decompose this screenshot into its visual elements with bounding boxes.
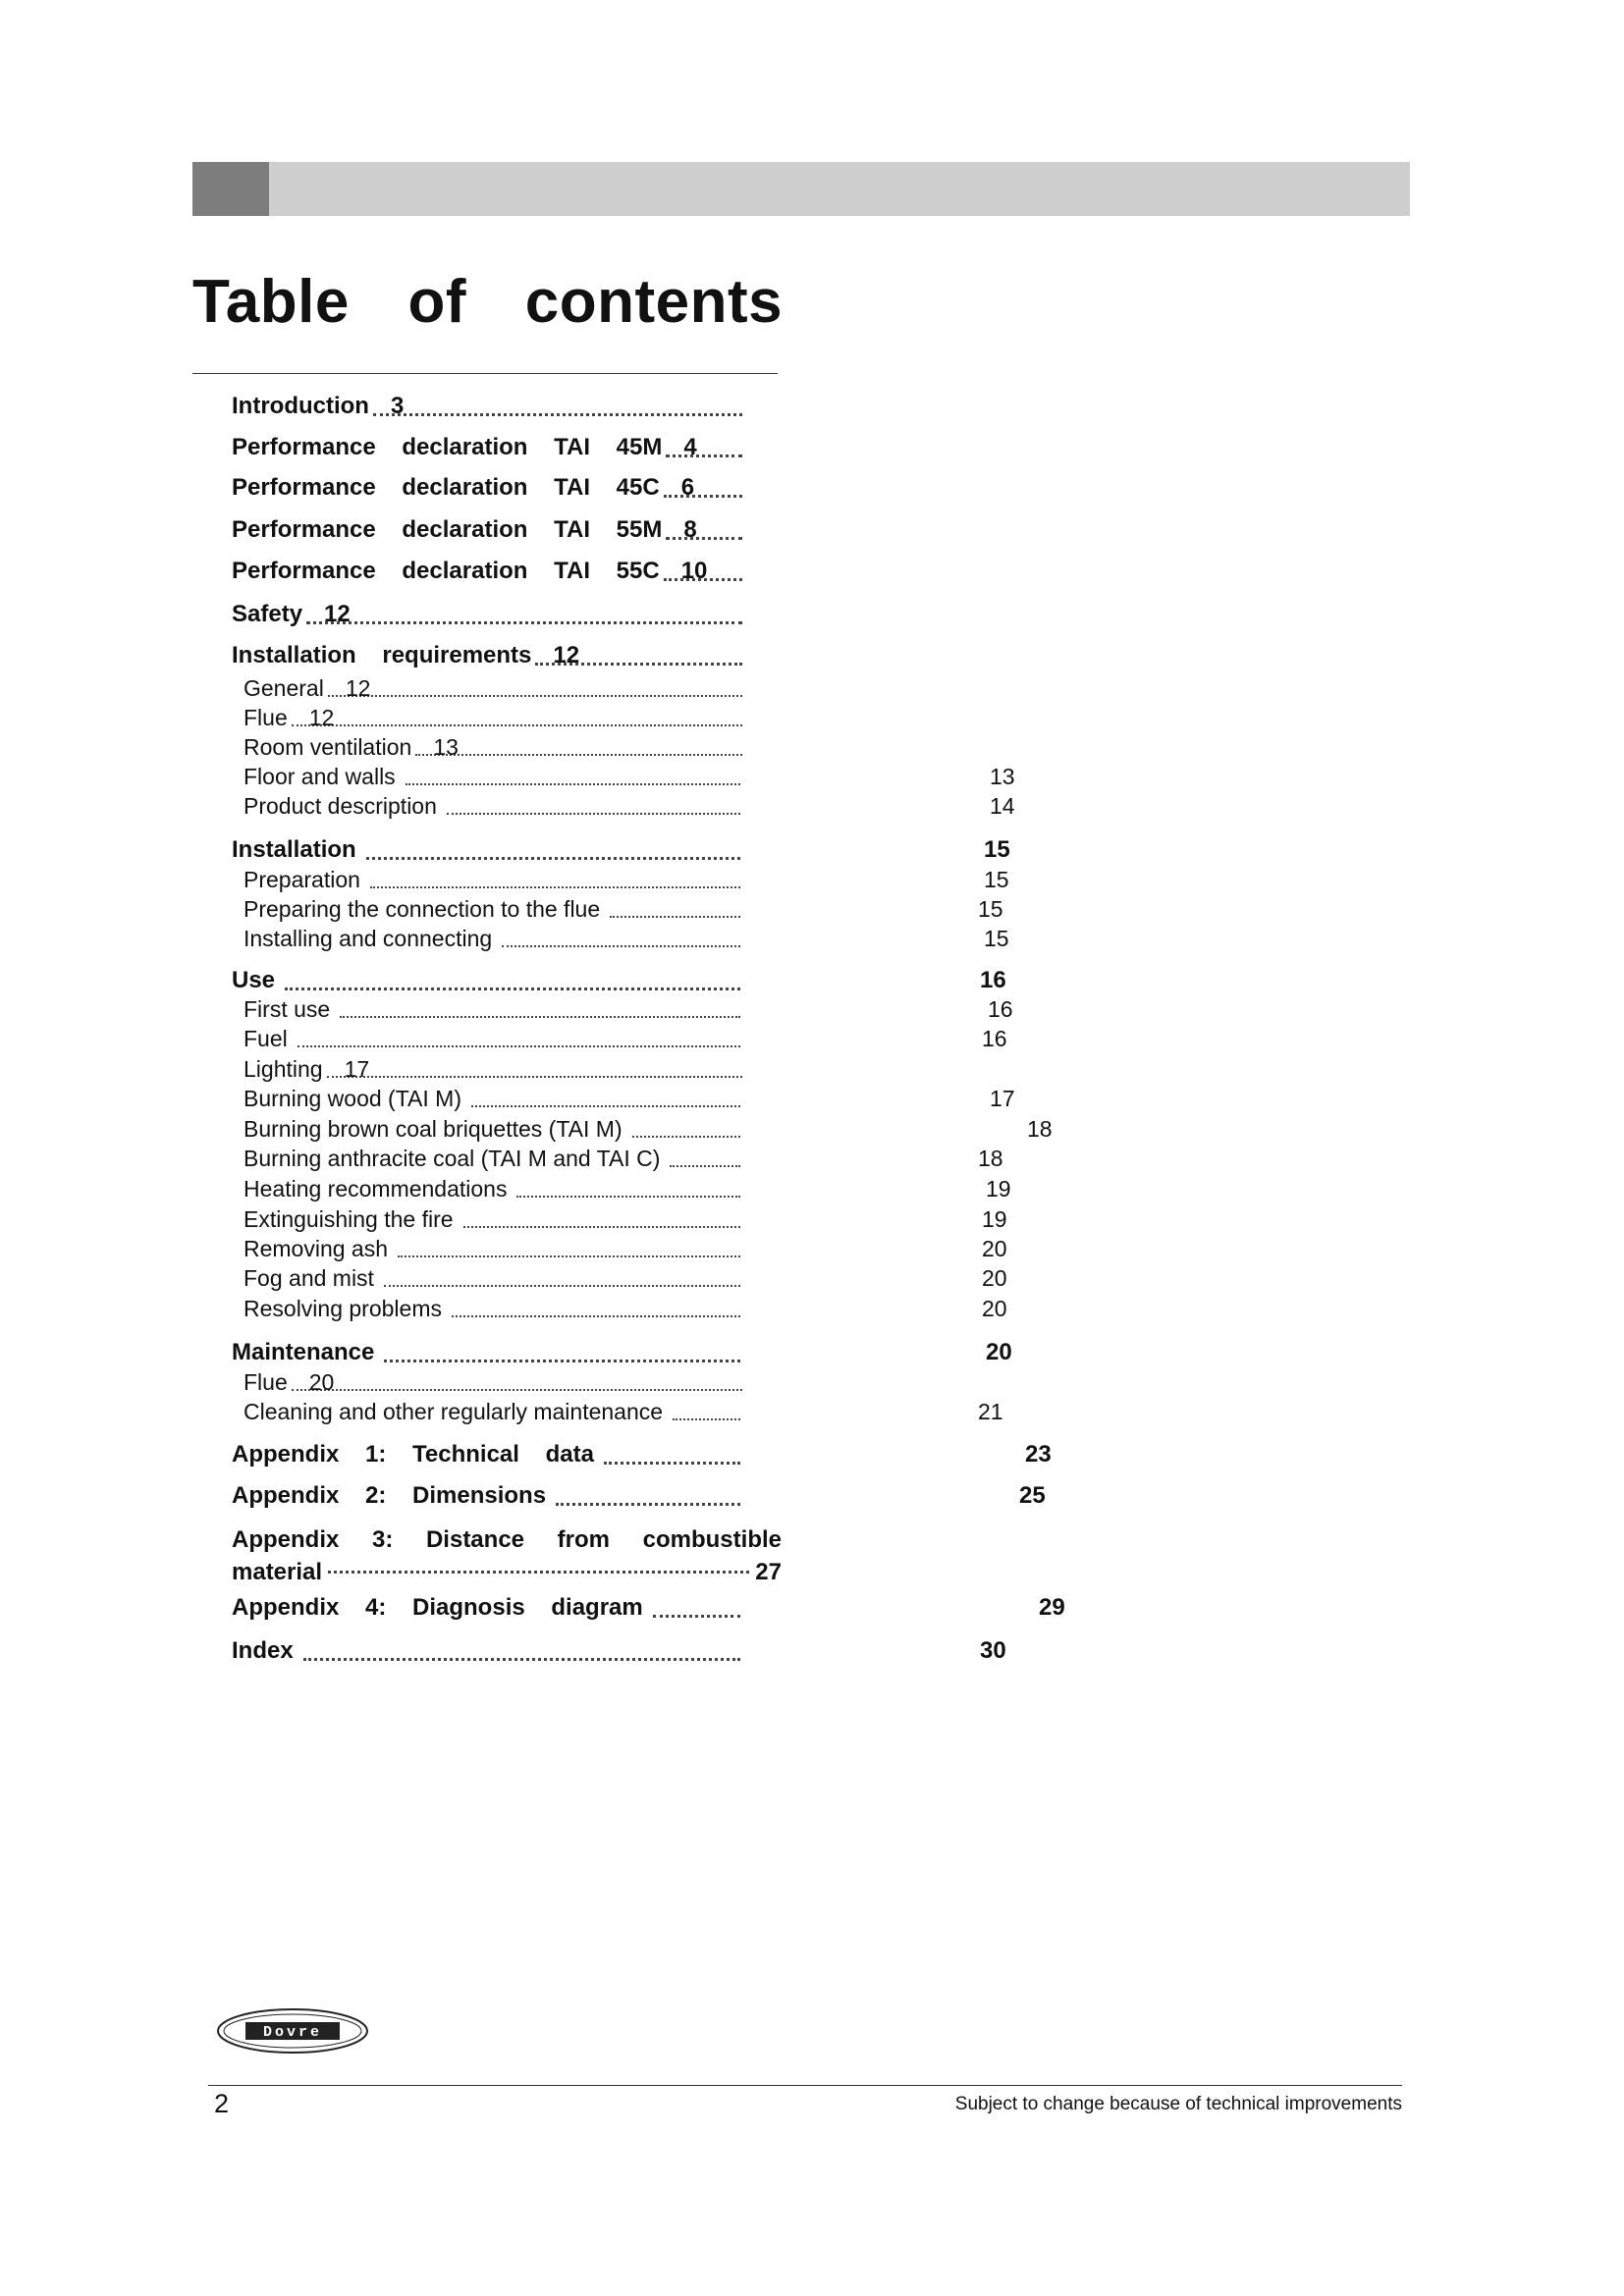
toc-entry-title: Introduction — [232, 393, 369, 419]
toc-leader-dots — [471, 1105, 740, 1107]
toc-entry-title: Performance declaration TAI 45M — [232, 434, 663, 460]
toc-entry[interactable] — [244, 1146, 1003, 1177]
toc-entry-page: 20 — [982, 1236, 1007, 1261]
toc-leader-dots — [666, 454, 742, 457]
toc-leader-dots — [384, 1285, 740, 1287]
toc-entry-page: 19 — [982, 1206, 1007, 1232]
toc-entry[interactable] — [244, 734, 833, 766]
toc-entry-title: Appendix 4: Diagnosis diagram — [232, 1594, 643, 1621]
toc-entry[interactable] — [232, 1594, 1065, 1626]
toc-leader-dots — [327, 1076, 742, 1078]
toc-entry[interactable] — [232, 1637, 1006, 1669]
toc-entry[interactable] — [244, 867, 1009, 898]
toc-entry-page: 27 — [755, 1559, 782, 1585]
toc-entry[interactable] — [232, 558, 821, 589]
toc-leader-dots — [604, 1462, 740, 1465]
toc-entry[interactable] — [232, 967, 1006, 998]
toc-leader-dots — [373, 413, 742, 416]
toc-entry-page: 18 — [978, 1146, 1003, 1171]
toc-entry-title: Burning anthracite coal (TAI M and TAI C) — [244, 1146, 661, 1171]
toc-leader-dots — [298, 1045, 740, 1047]
toc-entry-title: Extinguishing the fire — [244, 1206, 454, 1232]
dovre-logo — [216, 2006, 369, 2056]
toc-leader-dots — [328, 1571, 749, 1574]
toc-entry-page: 8 — [683, 516, 697, 543]
toc-entry-title: General — [244, 675, 324, 701]
toc-entry[interactable] — [232, 434, 821, 465]
toc-leader-dots — [502, 945, 740, 947]
footer-note: Subject to change because of technical improvements — [954, 2094, 1402, 2114]
toc-entry-page: 21 — [978, 1399, 1003, 1424]
toc-entry-page: 12 — [308, 705, 335, 730]
toc-entry-title: Room ventilation — [244, 734, 412, 760]
toc-entry-page: 16 — [980, 967, 1006, 993]
toc-entry[interactable] — [232, 516, 821, 548]
page-number: 2 — [214, 2089, 230, 2118]
toc-entry-word: combustible — [642, 1526, 782, 1553]
toc-leader-dots — [292, 724, 742, 726]
toc-entry-title: Burning wood (TAI M) — [244, 1086, 461, 1111]
toc-leader-dots — [370, 886, 740, 888]
toc-entry-title: Appendix 1: Technical data — [232, 1441, 594, 1468]
toc-entry[interactable] — [244, 705, 833, 736]
toc-leader-dots — [415, 754, 742, 756]
toc-entry[interactable] — [232, 836, 1010, 868]
toc-leader-dots — [285, 988, 740, 990]
toc-entry[interactable] — [244, 1296, 1007, 1327]
toc-entry-title: Appendix 2: Dimensions — [232, 1482, 547, 1509]
toc-entry-page: 3 — [390, 393, 405, 419]
toc-entry-title-line2: material — [232, 1559, 323, 1585]
toc-entry-word: from — [557, 1526, 610, 1553]
header-accent-block — [192, 162, 269, 216]
toc-entry[interactable] — [244, 1176, 1011, 1207]
toc-entry-title: Flue — [244, 705, 288, 730]
toc-entry[interactable] — [244, 1265, 1007, 1297]
toc-entry[interactable] — [244, 1399, 1003, 1430]
toc-entry-word: Appendix — [232, 1526, 340, 1553]
toc-leader-dots — [340, 1016, 740, 1018]
toc-entry-word: 3: — [371, 1526, 394, 1553]
toc-entry-page: 20 — [982, 1265, 1007, 1291]
toc-entry-title: Fog and mist — [244, 1265, 374, 1291]
toc-entry[interactable] — [244, 926, 1009, 957]
toc-entry[interactable] — [232, 1441, 1052, 1472]
toc-leader-dots — [447, 813, 740, 815]
toc-leader-dots — [632, 1136, 740, 1138]
toc-entry[interactable] — [244, 996, 1013, 1028]
toc-leader-dots — [664, 495, 742, 498]
toc-leader-dots — [673, 1418, 740, 1420]
toc-entry-page: 6 — [680, 474, 695, 501]
toc-entry-title: Index — [232, 1637, 294, 1664]
toc-leader-dots — [292, 1389, 742, 1391]
toc-entry[interactable] — [244, 1116, 1053, 1148]
toc-entry[interactable] — [232, 474, 821, 506]
page-title: Table of contents — [192, 268, 784, 336]
toc-entry-page: 25 — [1019, 1482, 1046, 1509]
toc-entry-page: 14 — [990, 793, 1015, 819]
toc-entry-page: 20 — [986, 1339, 1012, 1365]
footer-divider — [208, 2085, 1402, 2086]
toc-entry-page: 19 — [986, 1176, 1011, 1201]
toc-entry[interactable] — [244, 793, 1015, 825]
toc-entry-title: Maintenance — [232, 1339, 375, 1365]
toc-entry-page: 29 — [1039, 1594, 1065, 1621]
toc-entry[interactable] — [232, 601, 821, 632]
toc-entry-page: 20 — [308, 1369, 335, 1395]
toc-entry-page: 17 — [990, 1086, 1015, 1111]
toc-leader-dots — [366, 857, 740, 860]
toc-entry-page: 13 — [433, 734, 459, 760]
toc-entry-page: 16 — [988, 996, 1013, 1022]
toc-entry[interactable] — [244, 1026, 1007, 1057]
toc-entry-page: 12 — [553, 642, 580, 668]
toc-leader-dots — [328, 695, 742, 697]
toc-entry-page: 15 — [984, 867, 1009, 892]
toc-leader-dots — [516, 1196, 740, 1198]
toc-entry[interactable] — [232, 393, 821, 424]
toc-entry-title: Installation requirements — [232, 642, 532, 668]
toc-entry-title: Preparation — [244, 867, 360, 892]
toc-entry-page: 10 — [680, 558, 708, 584]
toc-entry-title: Fuel — [244, 1026, 288, 1051]
toc-leader-dots — [406, 783, 740, 785]
toc-entry-title: Installation — [232, 836, 356, 863]
toc-entry-page: 12 — [345, 675, 371, 701]
toc-leader-dots — [452, 1315, 740, 1317]
toc-entry[interactable] — [232, 1339, 1012, 1370]
title-divider — [192, 373, 778, 374]
toc-entry-page: 30 — [980, 1637, 1006, 1664]
logo-text: Dovre — [262, 2024, 323, 2041]
toc-entry-page: 20 — [982, 1296, 1007, 1321]
toc-entry-page: 15 — [984, 836, 1010, 863]
toc-leader-dots — [306, 621, 742, 624]
toc-entry-title: Performance declaration TAI 55C — [232, 558, 660, 584]
toc-entry[interactable] — [244, 1056, 833, 1088]
toc-entry-page: 23 — [1025, 1441, 1052, 1468]
toc-leader-dots — [666, 537, 742, 540]
toc-entry[interactable] — [244, 1236, 1007, 1267]
toc-leader-dots — [670, 1165, 740, 1167]
toc-entry-title: Removing ash — [244, 1236, 389, 1261]
toc-leader-dots — [610, 916, 740, 918]
toc-entry-title: Performance declaration TAI 45C — [232, 474, 660, 501]
toc-entry-title: Heating recommendations — [244, 1176, 508, 1201]
toc-entry-title: Cleaning and other regularly maintenance — [244, 1399, 664, 1424]
toc-leader-dots — [556, 1503, 740, 1506]
toc-entry[interactable] — [232, 1523, 782, 1588]
toc-entry-title: Safety — [232, 601, 303, 627]
toc-entry-title: Lighting — [244, 1056, 323, 1082]
toc-entry-page: 15 — [978, 896, 1003, 922]
toc-leader-dots — [384, 1360, 740, 1362]
toc-entry-title: Burning brown coal briquettes (TAI M) — [244, 1116, 623, 1142]
toc-leader-dots — [463, 1226, 740, 1228]
header-bar — [192, 162, 1410, 216]
toc-entry-title: Use — [232, 967, 276, 993]
toc-leader-dots — [303, 1658, 740, 1661]
toc-entry-title: First use — [244, 996, 331, 1022]
toc-entry-title: Resolving problems — [244, 1296, 442, 1321]
toc-entry-title: Preparing the connection to the flue — [244, 896, 601, 922]
toc-entry-page: 16 — [982, 1026, 1007, 1051]
toc-entry-title: Product description — [244, 793, 437, 819]
toc-entry-word: Distance — [425, 1526, 525, 1553]
toc-leader-dots — [653, 1615, 740, 1618]
toc-entry-page: 18 — [1027, 1116, 1053, 1142]
toc-entry-page: 12 — [324, 601, 351, 627]
toc-entry-page: 13 — [990, 764, 1015, 789]
toc-entry-title: Installing and connecting — [244, 926, 493, 951]
toc-entry-title: Performance declaration TAI 55M — [232, 516, 663, 543]
toc-entry[interactable] — [244, 1369, 833, 1401]
toc-entry[interactable] — [244, 896, 1003, 928]
toc-entry-title-line1 — [232, 1523, 782, 1556]
toc-entry-title: Floor and walls — [244, 764, 396, 789]
toc-entry-page: 15 — [984, 926, 1009, 951]
toc-entry[interactable] — [232, 642, 821, 673]
toc-entry[interactable] — [244, 764, 1015, 795]
toc-entry[interactable] — [232, 1482, 1046, 1514]
toc-entry-page: 17 — [344, 1056, 370, 1082]
toc-leader-dots — [398, 1255, 740, 1257]
toc-entry-title: Flue — [244, 1369, 288, 1395]
toc-entry-page: 4 — [683, 434, 697, 460]
toc-entry[interactable] — [244, 675, 833, 707]
toc-entry[interactable] — [244, 1086, 1015, 1117]
toc-entry[interactable] — [244, 1206, 1007, 1238]
